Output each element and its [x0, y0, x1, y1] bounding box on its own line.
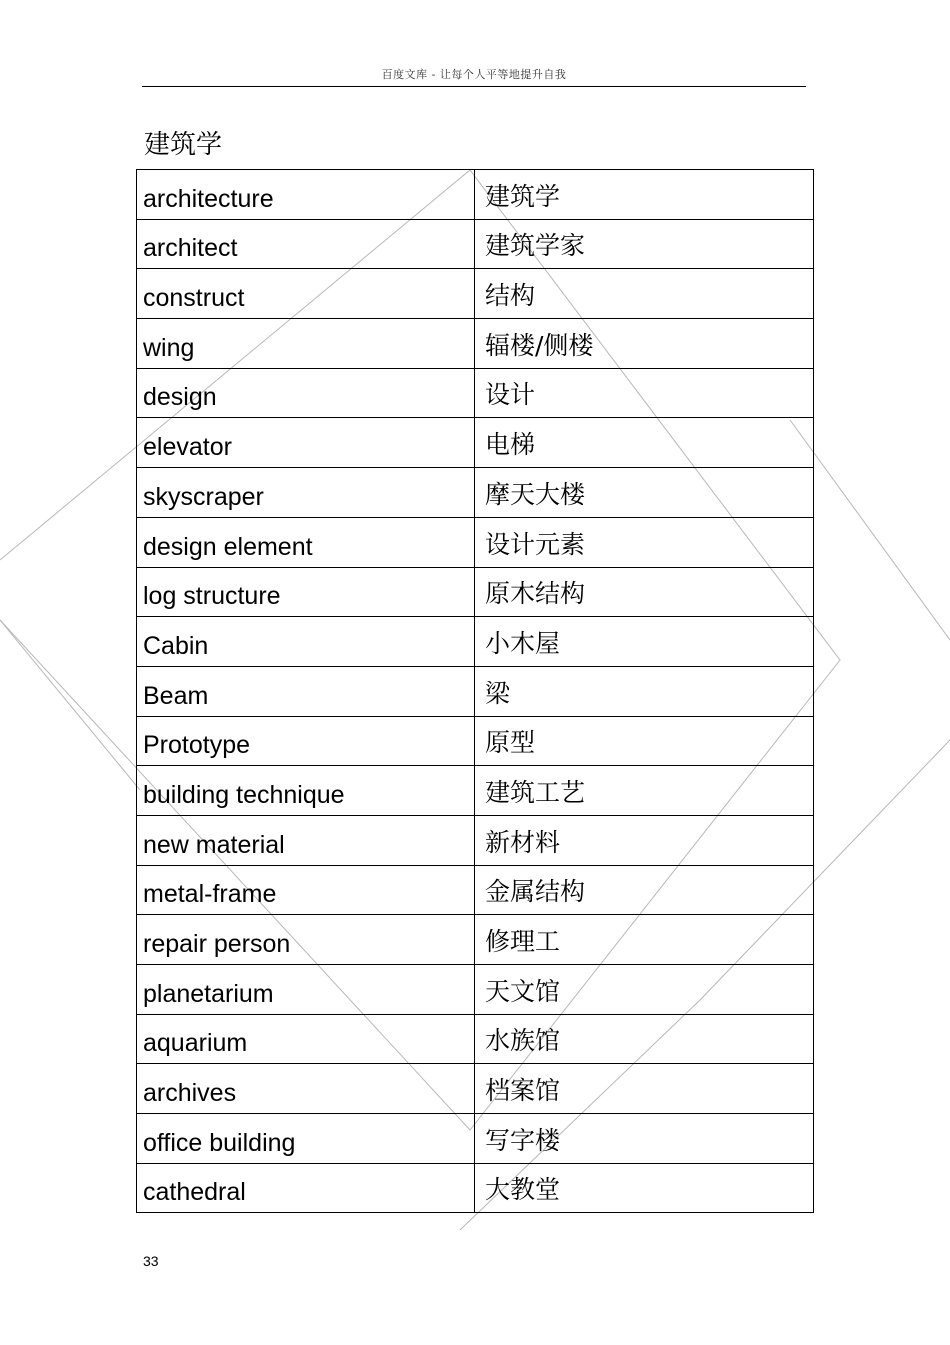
english-term: office building: [137, 1114, 475, 1164]
english-term: new material: [137, 815, 475, 865]
english-term: skyscraper: [137, 468, 475, 518]
chinese-term: 摩天大楼: [475, 468, 814, 518]
english-term: repair person: [137, 915, 475, 965]
chinese-term: 结构: [475, 269, 814, 319]
chinese-term: 原木结构: [475, 567, 814, 617]
table-row: [137, 567, 814, 617]
english-term: metal-frame: [137, 865, 475, 915]
page-header: 百度文库 - 让每个人平等地提升自我: [381, 68, 567, 81]
english-term: elevator: [137, 418, 475, 468]
table-row: [137, 716, 814, 766]
table-row: [137, 815, 814, 865]
table-row: [137, 965, 814, 1015]
table-row: [137, 1064, 814, 1114]
chinese-term: 修理工: [475, 915, 814, 965]
table-row: [137, 418, 814, 468]
english-term: Cabin: [137, 617, 475, 667]
header-divider: [142, 86, 806, 87]
english-term: log structure: [137, 567, 475, 617]
english-term: archives: [137, 1064, 475, 1114]
table-row: [137, 617, 814, 667]
table-row: [137, 368, 814, 418]
table-row: [137, 219, 814, 269]
chinese-term: 金属结构: [475, 865, 814, 915]
table-row: [137, 766, 814, 816]
english-term: building technique: [137, 766, 475, 816]
chinese-term: 大教堂: [475, 1163, 814, 1213]
chinese-term: 建筑工艺: [475, 766, 814, 816]
chinese-term: 水族馆: [475, 1014, 814, 1064]
chinese-term: 设计元素: [475, 517, 814, 567]
english-term: architecture: [137, 170, 475, 220]
english-term: aquarium: [137, 1014, 475, 1064]
english-term: wing: [137, 319, 475, 369]
chinese-term: 电梯: [475, 418, 814, 468]
english-term: architect: [137, 219, 475, 269]
english-term: cathedral: [137, 1163, 475, 1213]
chinese-term: 原型: [475, 716, 814, 766]
table-row: [137, 915, 814, 965]
table-row: [137, 468, 814, 518]
chinese-term: 梁: [475, 666, 814, 716]
section-title: 建筑学: [144, 130, 223, 160]
english-term: design: [137, 368, 475, 418]
english-term: construct: [137, 269, 475, 319]
chinese-term: 写字楼: [475, 1114, 814, 1164]
table-row: [137, 1114, 814, 1164]
table-row: [137, 865, 814, 915]
table-row: [137, 170, 814, 220]
page-number: 33: [143, 1253, 159, 1269]
vocabulary-table: [136, 169, 814, 1213]
chinese-term: 小木屋: [475, 617, 814, 667]
chinese-term: 新材料: [475, 815, 814, 865]
table-row: [137, 666, 814, 716]
english-term: planetarium: [137, 965, 475, 1015]
table-row: [137, 319, 814, 369]
english-term: design element: [137, 517, 475, 567]
english-term: Beam: [137, 666, 475, 716]
table-row: [137, 269, 814, 319]
chinese-term: 建筑学家: [475, 219, 814, 269]
english-term: Prototype: [137, 716, 475, 766]
chinese-term: 辐楼/侧楼: [475, 319, 814, 369]
table-row: [137, 517, 814, 567]
table-row: [137, 1163, 814, 1213]
table-row: [137, 1014, 814, 1064]
chinese-term: 档案馆: [475, 1064, 814, 1114]
chinese-term: 设计: [475, 368, 814, 418]
chinese-term: 天文馆: [475, 965, 814, 1015]
chinese-term: 建筑学: [475, 170, 814, 220]
